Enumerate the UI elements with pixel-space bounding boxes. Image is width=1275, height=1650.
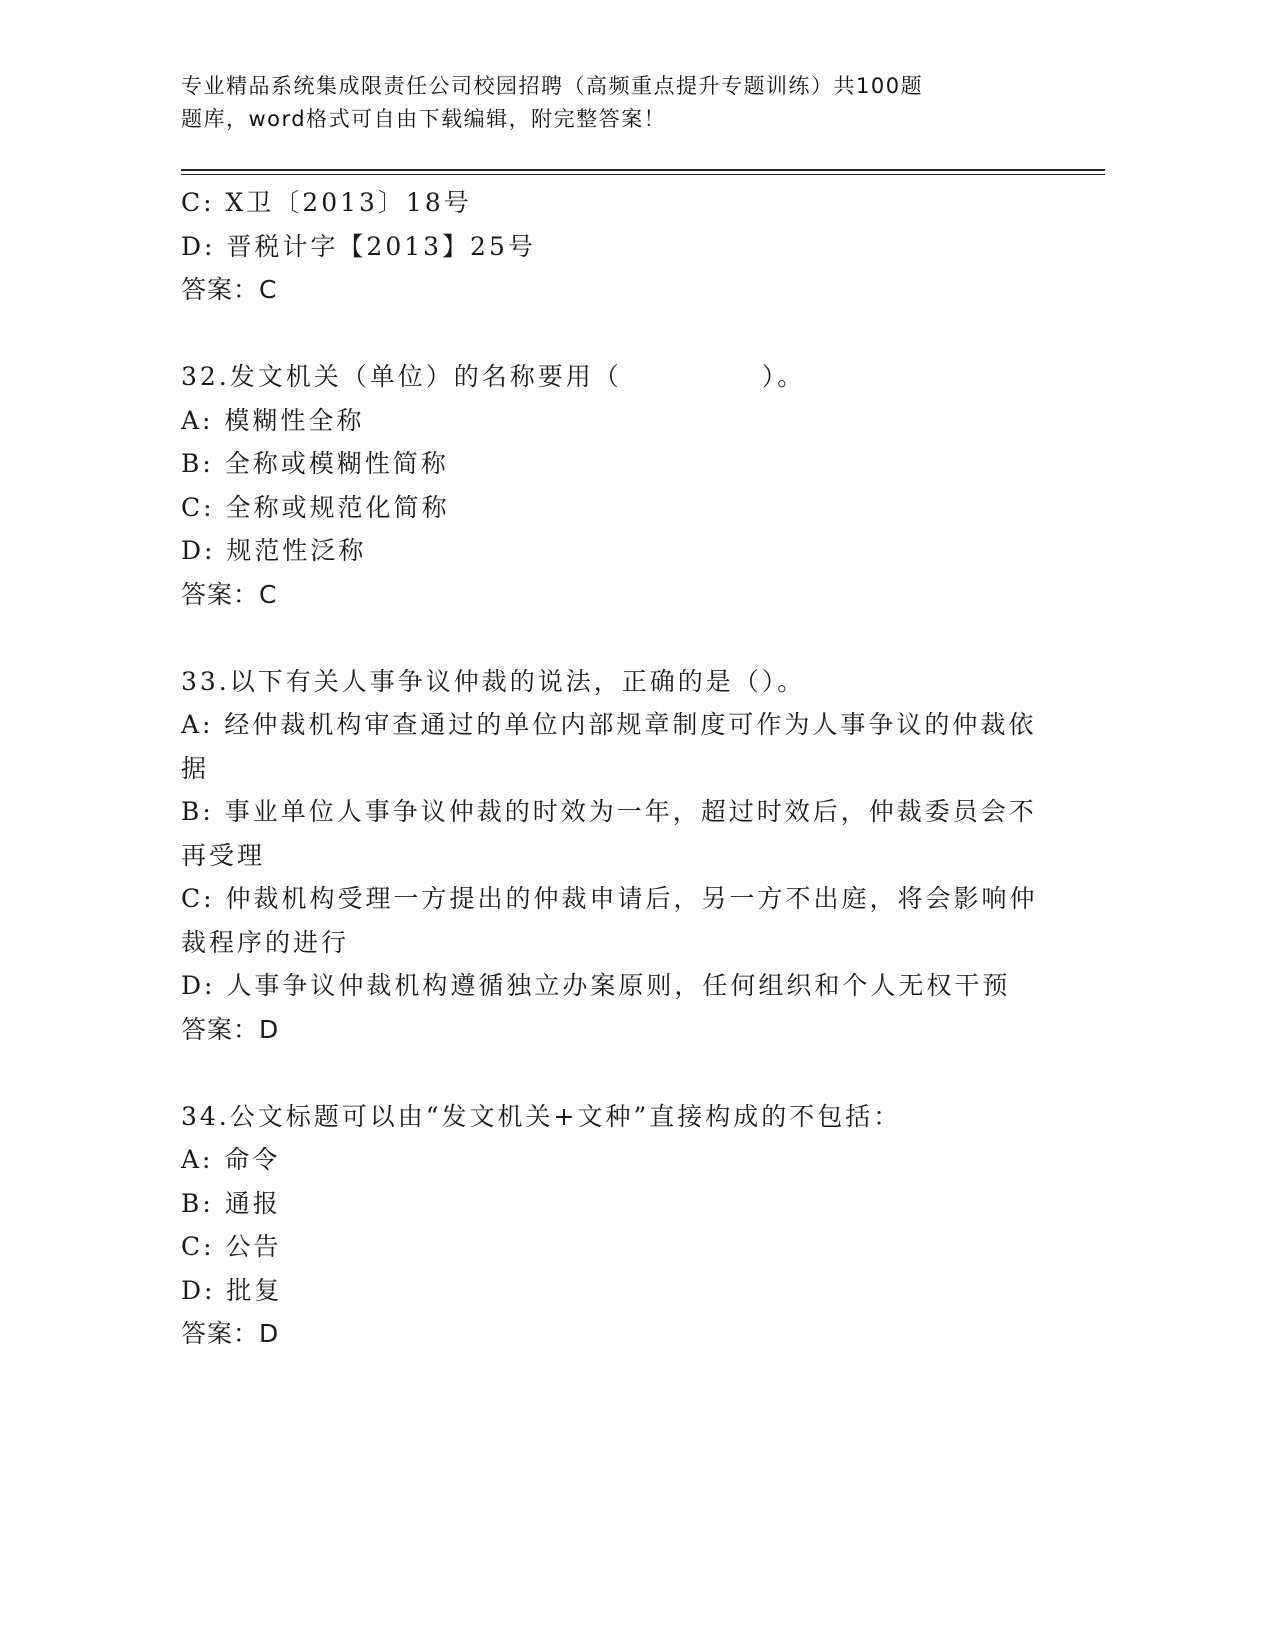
question-31-tail — [181, 181, 1041, 312]
option-c: C: 全称或规范化简称 — [181, 492, 450, 522]
option-c: C: X卫〔2013〕18号 — [181, 188, 472, 217]
answer-label: 答案：C — [181, 275, 278, 304]
option-a: A: 模糊性全称 — [181, 405, 365, 435]
header-line-2: 题库，word格式可自由下载编辑，附完整答案！ — [181, 107, 667, 131]
option-d: D: 规范性泛称 — [181, 536, 367, 565]
option-d: D: 人事争议仲裁机构遵循独立办案原则，任何组织和个人无权干预 — [181, 971, 1011, 1000]
option-c: C: 仲裁机构受理一方提出的仲裁申请后，另一方不出庭，将会影响仲 — [181, 884, 1038, 913]
option-a: A: 经仲裁机构审查通过的单位内部规章制度可作为人事争议的仲裁依 — [181, 710, 1037, 739]
spacer — [181, 312, 1041, 356]
question-list — [181, 181, 1041, 1356]
question-stem: 34.公文标题可以由“发文机关+文种”直接构成的不包括： — [181, 1101, 902, 1131]
document-header — [181, 70, 1011, 136]
header-line-1: 专业精品系统集成限责任公司校园招聘（高频重点提升专题训练）共100题 — [181, 74, 924, 98]
question-33 — [181, 660, 1041, 1052]
header-divider-thick — [181, 169, 1105, 171]
option-c: C: 公告 — [181, 1232, 282, 1261]
question-32 — [181, 355, 1041, 616]
question-stem: 32.发文机关（单位）的名称要用（ ）。 — [181, 362, 806, 391]
option-d: D: 晋税计字【2013】25号 — [181, 231, 536, 261]
option-b: B: 事业单位人事争议仲裁的时效为一年，超过时效后，仲裁委员会不 — [181, 797, 1037, 826]
spacer — [181, 616, 1041, 660]
option-c-continued: 裁程序的进行 — [181, 927, 350, 957]
option-d: D: 批复 — [181, 1275, 283, 1305]
option-a-continued: 据 — [181, 753, 210, 783]
option-b: B: 全称或模糊性简称 — [181, 449, 449, 478]
option-b: B: 通报 — [181, 1188, 281, 1218]
answer-label: 答案：C — [181, 579, 278, 609]
spacer — [181, 1051, 1041, 1095]
question-34 — [181, 1095, 1041, 1356]
option-b-continued: 再受理 — [181, 840, 266, 870]
answer-label: 答案：D — [181, 1014, 280, 1044]
question-stem: 33.以下有关人事争议仲裁的说法，正确的是（）。 — [181, 666, 806, 696]
header-divider-thin — [181, 174, 1105, 175]
answer-label: 答案：D — [181, 1319, 280, 1348]
option-a: A: 命令 — [181, 1145, 281, 1174]
